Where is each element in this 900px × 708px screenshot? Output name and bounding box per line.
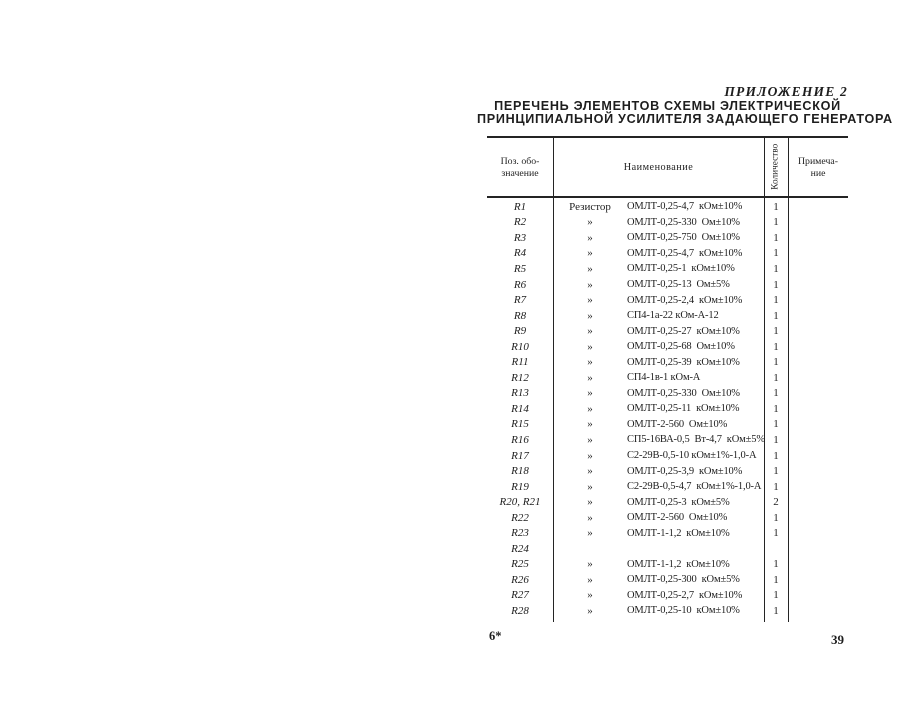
name-spec-cell: ОМЛТ-0,25-68 Ом±10%	[627, 341, 735, 353]
pos-cell: R17	[511, 449, 529, 462]
table-row	[487, 199, 848, 215]
name-prefix-cell: »	[587, 480, 593, 493]
pos-cell: R1	[513, 200, 527, 213]
table-row	[487, 339, 848, 355]
table-row	[487, 323, 848, 339]
name-spec-cell: ОМЛТ-2-560 Ом±10%	[627, 418, 728, 430]
pos-cell: R24	[511, 542, 529, 555]
title-line-2: ПРИНЦИПИАЛЬНОЙ УСИЛИТЕЛЯ ЗАДАЮЩЕГО ГЕНЕРАТОРА	[477, 112, 893, 127]
header-name: Наименование	[623, 162, 694, 173]
table-row	[487, 417, 848, 433]
title-line-1: ПЕРЕЧЕНЬ ЭЛЕМЕНТОВ СХЕМЫ ЭЛЕКТРИЧЕСКОЙ	[494, 99, 841, 113]
pos-cell: R9	[513, 325, 527, 338]
name-prefix-cell: »	[587, 558, 593, 571]
qty-cell: 1	[773, 387, 779, 400]
name-spec-cell: ОМЛТ-0,25-300 кОм±5%	[627, 574, 740, 586]
name-spec-cell: ОМЛТ-1-1,2 кОм±10%	[627, 558, 730, 570]
table-row	[487, 292, 848, 308]
name-spec-cell: СП5-16ВА-0,5 Вт-4,7 кОм±5%	[627, 434, 765, 446]
qty-cell: 1	[773, 340, 779, 353]
appendix-label: ПРИЛОЖЕНИЕ 2	[724, 84, 848, 99]
name-prefix-cell: »	[587, 216, 593, 229]
qty-cell: 1	[773, 294, 779, 307]
qty-cell: 1	[773, 449, 779, 462]
name-prefix-cell: »	[587, 340, 593, 353]
name-spec-cell: ОМЛТ-0,25-2,7 кОм±10%	[627, 589, 743, 601]
name-prefix-cell: »	[587, 465, 593, 478]
qty-cell: 1	[773, 325, 779, 338]
name-spec-cell: ОМЛТ-0,25-13 Ом±5%	[627, 279, 730, 290]
header-quantity: Количество	[770, 143, 781, 191]
qty-cell: 1	[773, 511, 779, 524]
table-row	[487, 246, 848, 262]
qty-cell: 1	[773, 433, 779, 446]
name-spec-cell: С2-29В-0,5-4,7 кОм±1%-1,0-А	[627, 481, 762, 493]
table-row	[487, 230, 848, 246]
header-note: Примеча- ние	[797, 156, 839, 179]
name-spec-cell: ОМЛТ-0,25-4,7 кОм±10%	[627, 247, 743, 259]
pos-cell: R12	[511, 371, 529, 384]
pos-cell: R11	[511, 356, 529, 369]
qty-cell: 1	[773, 589, 779, 602]
name-spec-cell: ОМЛТ-2-560 Ом±10%	[627, 512, 728, 524]
qty-cell: 1	[773, 465, 779, 478]
pos-cell: R5	[513, 262, 527, 275]
parts-table	[487, 136, 848, 624]
pos-cell: R3	[513, 231, 527, 244]
name-spec-cell: ОМЛТ-1-1,2 кОм±10%	[627, 527, 730, 539]
table-row	[487, 588, 848, 604]
name-prefix-cell: »	[587, 371, 593, 384]
table-row	[487, 479, 848, 495]
page-title	[477, 99, 893, 127]
pos-cell: R7	[513, 294, 527, 307]
pos-cell: R20, R21	[499, 496, 541, 509]
pos-cell: R4	[513, 247, 527, 260]
name-spec-cell: ОМЛТ-0,25-750 Ом±10%	[627, 232, 740, 244]
header-pos-designation: Поз. обо- значение	[500, 156, 540, 179]
pos-cell: R27	[511, 589, 529, 602]
qty-cell: 1	[773, 371, 779, 384]
qty-cell: 1	[773, 200, 779, 213]
qty-cell: 2	[773, 496, 779, 509]
pos-cell: R23	[511, 527, 529, 540]
name-prefix-cell: »	[587, 309, 593, 322]
name-prefix-cell: »	[587, 262, 593, 275]
pos-cell: R14	[511, 402, 529, 415]
name-prefix-cell: »	[587, 356, 593, 369]
table-row	[487, 261, 848, 277]
qty-cell: 1	[773, 418, 779, 431]
table-row	[487, 494, 848, 510]
pos-cell: R22	[511, 511, 529, 524]
name-spec-cell: ОМЛТ-0,25-3,9 кОм±10%	[627, 465, 743, 477]
qty-cell: 1	[773, 356, 779, 369]
table-row	[487, 354, 848, 370]
qty-cell: 1	[773, 558, 779, 571]
name-spec-cell: ОМЛТ-0,25-330 Ом±10%	[627, 216, 740, 228]
name-spec-cell: СП4-1в-1 кОм-А	[627, 372, 701, 384]
name-spec-cell: ОМЛТ-0,25-330 Ом±10%	[627, 387, 740, 399]
name-spec-cell: ОМЛТ-0,25-1 кОм±10%	[627, 263, 735, 275]
qty-cell: 1	[773, 278, 779, 291]
qty-cell: 1	[773, 231, 779, 244]
pos-cell: R28	[511, 604, 529, 617]
name-prefix-cell: »	[587, 589, 593, 602]
name-prefix-cell: »	[587, 325, 593, 338]
name-spec-cell: ОМЛТ-0,25-27 кОм±10%	[627, 325, 740, 337]
name-spec-cell: ОМЛТ-0,25-4,7 кОм±10%	[627, 201, 743, 213]
pos-cell: R2	[513, 216, 527, 229]
name-prefix-cell: »	[587, 604, 593, 617]
name-prefix-cell: »	[587, 418, 593, 431]
qty-cell: 1	[773, 573, 779, 586]
name-prefix-cell: »	[587, 402, 593, 415]
pos-cell: R18	[511, 465, 529, 478]
table-row	[487, 386, 848, 402]
name-prefix-cell: »	[587, 573, 593, 586]
table-row	[487, 401, 848, 417]
qty-cell: 1	[773, 309, 779, 322]
name-spec-cell: ОМЛТ-0,25-39 кОм±10%	[627, 356, 740, 368]
name-spec-cell: ОМЛТ-0,25-3 кОм±5%	[627, 496, 730, 508]
table-row	[487, 510, 848, 526]
qty-cell: 1	[773, 527, 779, 540]
name-spec-cell: ОМЛТ-0,25-10 кОм±10%	[627, 605, 740, 617]
name-prefix-cell: »	[587, 449, 593, 462]
qty-cell: 1	[773, 262, 779, 275]
table-row	[487, 463, 848, 479]
pos-cell: R16	[511, 433, 529, 446]
name-prefix-cell: »	[587, 433, 593, 446]
pos-cell: R6	[513, 278, 527, 291]
pos-cell: R15	[511, 418, 529, 431]
name-spec-cell: ОМЛТ-0,25-11 кОм±10%	[627, 403, 740, 415]
table-row	[487, 603, 848, 619]
table-row	[487, 525, 848, 541]
name-prefix-cell: »	[587, 387, 593, 400]
table-row	[487, 308, 848, 324]
name-spec-cell: СП4-1а-22 кОм-А-12	[627, 310, 719, 322]
pos-cell: R19	[511, 480, 529, 493]
name-spec-cell: С2-29В-0,5-10 кОм±1%-1,0-А	[627, 450, 757, 462]
pos-cell: R13	[511, 387, 529, 400]
name-prefix-cell: »	[587, 231, 593, 244]
table-row	[487, 277, 848, 293]
table-body	[487, 199, 848, 619]
name-prefix-cell: »	[587, 278, 593, 291]
name-spec-cell: ОМЛТ-0,25-2,4 кОм±10%	[627, 294, 743, 306]
name-prefix-cell: »	[587, 511, 593, 524]
table-row	[487, 448, 848, 464]
table-row	[487, 370, 848, 386]
pos-cell: R26	[511, 573, 529, 586]
qty-cell: 1	[773, 216, 779, 229]
page-number: 39	[831, 632, 844, 647]
name-prefix-cell: »	[587, 527, 593, 540]
qty-cell: 1	[773, 247, 779, 260]
table-row	[487, 557, 848, 573]
table-row	[487, 541, 848, 557]
name-prefix-cell: Резистор	[569, 200, 611, 213]
pos-cell: R8	[513, 309, 527, 322]
table-row	[487, 572, 848, 588]
qty-cell: 1	[773, 480, 779, 493]
qty-cell: 1	[773, 604, 779, 617]
table-row	[487, 215, 848, 231]
pos-cell: R10	[511, 340, 529, 353]
name-prefix-cell: »	[587, 294, 593, 307]
table-top-rule	[487, 136, 848, 138]
table-row	[487, 432, 848, 448]
pos-cell: R25	[511, 558, 529, 571]
name-prefix-cell: »	[587, 496, 593, 509]
footer-signature: 6*	[489, 629, 502, 643]
name-prefix-cell: »	[587, 247, 593, 260]
qty-cell: 1	[773, 402, 779, 415]
